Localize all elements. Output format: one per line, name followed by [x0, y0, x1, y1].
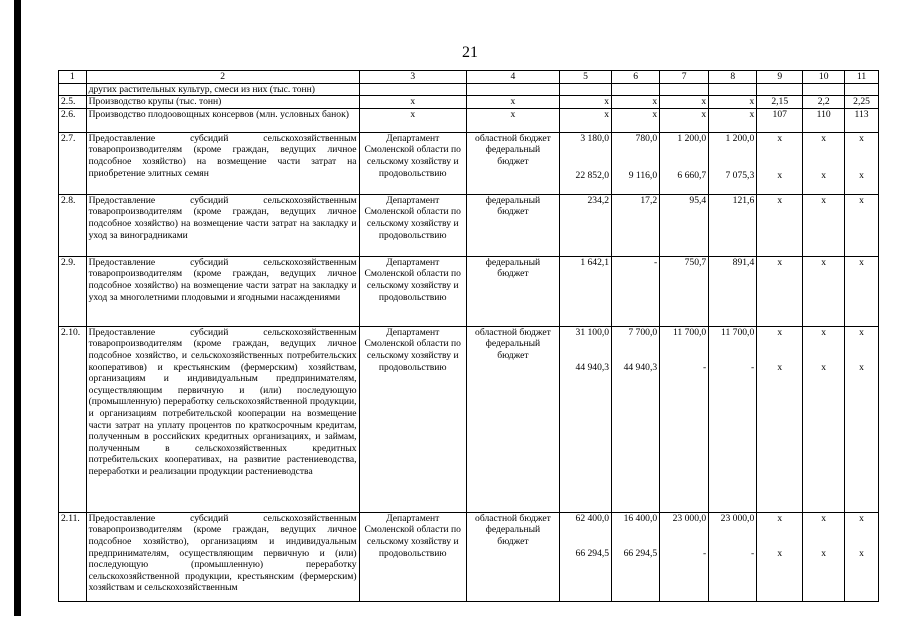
column-header: 7 [660, 71, 709, 84]
year-value-11 [845, 83, 879, 96]
table-row [59, 83, 879, 96]
year-value-7-value: 750,7 [684, 256, 707, 268]
year-value-9-value: х [777, 362, 783, 374]
year-value-8-value: 11 700,0 [721, 326, 755, 338]
year-value-8-value: 891,4 [732, 256, 755, 268]
year-value-7-value: 23 000,0 [672, 512, 707, 524]
year-value-9 [757, 96, 803, 109]
year-value-6 [612, 83, 660, 96]
year-value-6-value: х [652, 96, 658, 108]
year-value-10 [803, 256, 845, 326]
year-value-6-value: 44 940,3 [623, 362, 658, 374]
year-value-6-value: 780,0 [635, 132, 658, 144]
year-value-8-value: 1 200,0 [725, 132, 755, 144]
year-value-6 [612, 512, 660, 601]
table-row [59, 326, 879, 512]
year-value-9 [757, 512, 803, 601]
year-value-11-value: х [859, 132, 864, 144]
table-row [59, 96, 879, 109]
funding-source-value: х [510, 108, 516, 120]
year-value-10-value: х [821, 170, 827, 182]
year-value-11 [845, 326, 879, 512]
funding-source [466, 512, 559, 601]
year-value-6-value: 7 700,0 [628, 326, 658, 338]
funding-source-value: федеральный бюджет [485, 144, 541, 167]
year-value-11-value: 2,25 [853, 96, 870, 108]
year-value-7 [660, 256, 709, 326]
year-value-5-value: х [604, 96, 610, 108]
year-value-9 [757, 256, 803, 326]
year-value-8 [709, 83, 757, 96]
year-value-6 [612, 132, 660, 194]
column-header: 8 [709, 71, 757, 84]
year-value-10-value: х [821, 194, 827, 206]
year-value-5-value: 3 180,0 [580, 132, 610, 144]
year-value-5 [559, 194, 611, 256]
year-value-11 [845, 194, 879, 256]
year-value-8-value: х [749, 96, 755, 108]
column-header: 6 [612, 71, 660, 84]
year-value-7 [660, 83, 709, 96]
year-value-10-value: х [821, 256, 827, 268]
year-value-8 [709, 96, 757, 109]
year-value-7-value: 11 700,0 [672, 326, 707, 338]
year-value-8 [709, 108, 757, 132]
year-value-10-value: х [821, 362, 827, 374]
column-header: 4 [466, 71, 559, 84]
year-value-5 [559, 326, 611, 512]
table-row [59, 108, 879, 132]
year-value-9-value: х [777, 256, 783, 268]
year-value-8 [709, 326, 757, 512]
year-value-8 [709, 512, 757, 601]
year-value-7 [660, 194, 709, 256]
year-value-11-value: х [859, 512, 864, 524]
funding-source [466, 83, 559, 96]
year-value-10-value: х [821, 512, 827, 524]
year-value-9 [757, 194, 803, 256]
year-value-7-value: - [703, 548, 707, 560]
indicator-name: Предоставление субсидий сельскохозяйственным товаропроизводителям (кроме граждан, ведущих личное подсобное хозяйство) на возмещение части затрат на закладку и уход за виноградниками [86, 194, 359, 256]
responsible-department: Департамент Смоленской области по сельскому хозяйству и продовольствию [359, 326, 466, 512]
year-value-10 [803, 96, 845, 109]
row-number: 2.11. [59, 512, 87, 601]
funding-source [466, 194, 559, 256]
indicator-name: Предоставление субсидий сельскохозяйственным товаропроизводителям (кроме граждан, ведущих личное подсобное хозяйство, и сельскохозяйственных потребительских кооперативов) и крестьянским (фермерским) хозяйствам, организациям и индивидуальным предпринимателям, осуществляющим первичную и (или) последующую (промышленную) переработку сельскохозяйственной продукции, и организациям потребительской кооперации на возмещение части затрат на уплату процентов по краткосрочным кредитам, полученным в российских кредитных организациях, и займам, полученным в сельскохозяйственных кредитных потребительских кооперативах, на развитие растениеводства, переработки и реализации продукции растениеводства [86, 326, 359, 512]
funding-source-value: федеральный бюджет [485, 524, 541, 547]
year-value-7-value: 95,4 [689, 194, 707, 206]
column-header: 11 [845, 71, 879, 84]
year-value-7-value: х [701, 108, 707, 120]
year-value-9-value: 2,15 [771, 96, 789, 108]
year-value-6 [612, 256, 660, 326]
year-value-11-value: х [859, 362, 864, 374]
responsible-department: Департамент Смоленской области по сельскому хозяйству и продовольствию [359, 512, 466, 601]
year-value-6 [612, 96, 660, 109]
funding-source-value: областной бюджет [475, 512, 551, 524]
year-value-9-value: х [777, 326, 783, 338]
funding-source [466, 108, 559, 132]
year-value-10 [803, 512, 845, 601]
year-value-5-value: 62 400,0 [575, 512, 610, 524]
row-number: 2.10. [59, 326, 87, 512]
year-value-8-value: 7 075,3 [725, 170, 755, 182]
table-row [59, 512, 879, 601]
year-value-7 [660, 326, 709, 512]
column-header: 1 [59, 71, 87, 84]
responsible-department [359, 83, 466, 96]
year-value-5 [559, 96, 611, 109]
year-value-10 [803, 326, 845, 512]
scan-binding-edge [14, 0, 21, 616]
responsible-department: х [359, 96, 466, 109]
year-value-7-value: - [703, 362, 707, 374]
row-number: 2.5. [59, 96, 87, 109]
table-row [59, 256, 879, 326]
year-value-6-value: 9 116,0 [628, 170, 658, 182]
header-row [59, 71, 879, 84]
year-value-6 [612, 108, 660, 132]
year-value-11-value: х [859, 194, 864, 206]
year-value-10 [803, 108, 845, 132]
column-header: 5 [559, 71, 611, 84]
responsible-department: Департамент Смоленской области по сельскому хозяйству и продовольствию [359, 194, 466, 256]
year-value-11-value: х [859, 256, 864, 268]
year-value-6-value: 17,2 [640, 194, 658, 206]
year-value-5-value: 31 100,0 [575, 326, 610, 338]
year-value-7-value: х [701, 96, 707, 108]
year-value-8 [709, 132, 757, 194]
column-header: 3 [359, 71, 466, 84]
year-value-5 [559, 256, 611, 326]
year-value-7-value: 1 200,0 [677, 132, 707, 144]
year-value-5-value: 234,2 [587, 194, 610, 206]
indicator-name: других растительных культур, смеси из них (тыс. тонн) [86, 83, 359, 96]
year-value-5-value: 1 642,1 [580, 256, 610, 268]
year-value-11 [845, 96, 879, 109]
year-value-10-value: х [821, 548, 827, 560]
year-value-5 [559, 83, 611, 96]
year-value-5-value: 66 294,5 [575, 548, 610, 560]
indicator-name: Предоставление субсидий сельскохозяйственным товаропроизводителям (кроме граждан, ведущих личное подсобное хозяйство), организациям и индивидуальным предпринимателям, осуществляющим первичную и (или) последующую (промышленную) переработку сельскохозяйственной продукции, крестьянским (фермерским) хозяйствам и сельскохозяйственным [86, 512, 359, 601]
year-value-10 [803, 83, 845, 96]
year-value-8-value: 121,6 [732, 194, 755, 206]
year-value-9 [757, 83, 803, 96]
column-header: 2 [86, 71, 359, 84]
year-value-11-value: 113 [854, 108, 869, 120]
funding-source-value: федеральный бюджет [485, 338, 541, 361]
year-value-8-value: 23 000,0 [720, 512, 755, 524]
responsible-department: Департамент Смоленской области по сельскому хозяйству и продовольствию [359, 256, 466, 326]
row-number: 2.9. [59, 256, 87, 326]
year-value-8 [709, 256, 757, 326]
year-value-5-value: 44 940,3 [575, 362, 610, 374]
year-value-9 [757, 108, 803, 132]
year-value-6-value: 16 400,0 [623, 512, 658, 524]
year-value-6-value: - [653, 256, 658, 268]
indicator-name: Предоставление субсидий сельскохозяйственным товаропроизводителям (кроме граждан, ведущих личное подсобное хозяйство) на возмещение части затрат на приобретение элитных семян [86, 132, 359, 194]
year-value-8 [709, 194, 757, 256]
year-value-9-value: х [777, 132, 783, 144]
year-value-7 [660, 132, 709, 194]
column-header: 9 [757, 71, 803, 84]
year-value-7 [660, 96, 709, 109]
year-value-11-value: х [859, 548, 864, 560]
year-value-9-value: х [777, 194, 783, 206]
funding-source-value: федеральный бюджет [485, 256, 541, 280]
year-value-6-value: 66 294,5 [623, 548, 658, 560]
year-value-11 [845, 256, 879, 326]
year-value-9 [757, 132, 803, 194]
year-value-11-value: х [859, 170, 864, 182]
year-value-10-value: х [821, 132, 827, 144]
year-value-9-value: 107 [772, 108, 787, 120]
year-value-10-value: 2,2 [817, 96, 830, 108]
year-value-6-value: х [652, 108, 658, 120]
indicator-name: Производство крупы (тыс. тонн) [86, 96, 359, 109]
year-value-7 [660, 512, 709, 601]
funding-source-value: областной бюджет [475, 326, 551, 338]
funding-source [466, 256, 559, 326]
year-value-9-value: х [777, 548, 783, 560]
year-value-8-value: х [749, 108, 755, 120]
year-value-5-value: х [604, 108, 610, 120]
indicator-name: Предоставление субсидий сельскохозяйственным товаропроизводителям (кроме граждан, ведущих личное подсобное хозяйство) на возмещение части затрат на закладку и уход за многолетними плодовыми и ягодными насаждениями [86, 256, 359, 326]
year-value-8-value: - [751, 362, 755, 374]
year-value-9 [757, 326, 803, 512]
program-table [58, 70, 879, 602]
year-value-6 [612, 326, 660, 512]
table-row [59, 194, 879, 256]
year-value-5-value: 22 852,0 [575, 170, 610, 182]
year-value-11-value: х [859, 326, 864, 338]
funding-source [466, 96, 559, 109]
year-value-11 [845, 108, 879, 132]
funding-source [466, 326, 559, 512]
row-number: 2.7. [59, 132, 87, 194]
year-value-10-value: 110 [816, 108, 831, 120]
year-value-7 [660, 108, 709, 132]
year-value-8-value: - [751, 548, 755, 560]
year-value-10-value: х [821, 326, 827, 338]
year-value-5 [559, 108, 611, 132]
year-value-9-value: х [777, 170, 783, 182]
row-number: 2.6. [59, 108, 87, 132]
funding-source-value: областной бюджет [475, 132, 551, 144]
year-value-11 [845, 132, 879, 194]
page-number: 21 [462, 44, 478, 61]
row-number: 2.8. [59, 194, 87, 256]
year-value-5 [559, 512, 611, 601]
responsible-department: х [359, 108, 466, 132]
row-number [59, 83, 87, 96]
year-value-7-value: 6 660,7 [677, 170, 707, 182]
year-value-9-value: х [777, 512, 783, 524]
funding-source [466, 132, 559, 194]
responsible-department: Департамент Смоленской области по сельскому хозяйству и продовольствию [359, 132, 466, 194]
funding-source-value: федеральный бюджет [485, 194, 541, 218]
funding-source-value: х [510, 96, 516, 108]
year-value-10 [803, 132, 845, 194]
column-header: 10 [803, 71, 845, 84]
year-value-6 [612, 194, 660, 256]
table-row [59, 132, 879, 194]
year-value-10 [803, 194, 845, 256]
indicator-name: Производство плодоовощных консервов (млн. условных банок) [86, 108, 359, 132]
year-value-11 [845, 512, 879, 601]
year-value-5 [559, 132, 611, 194]
